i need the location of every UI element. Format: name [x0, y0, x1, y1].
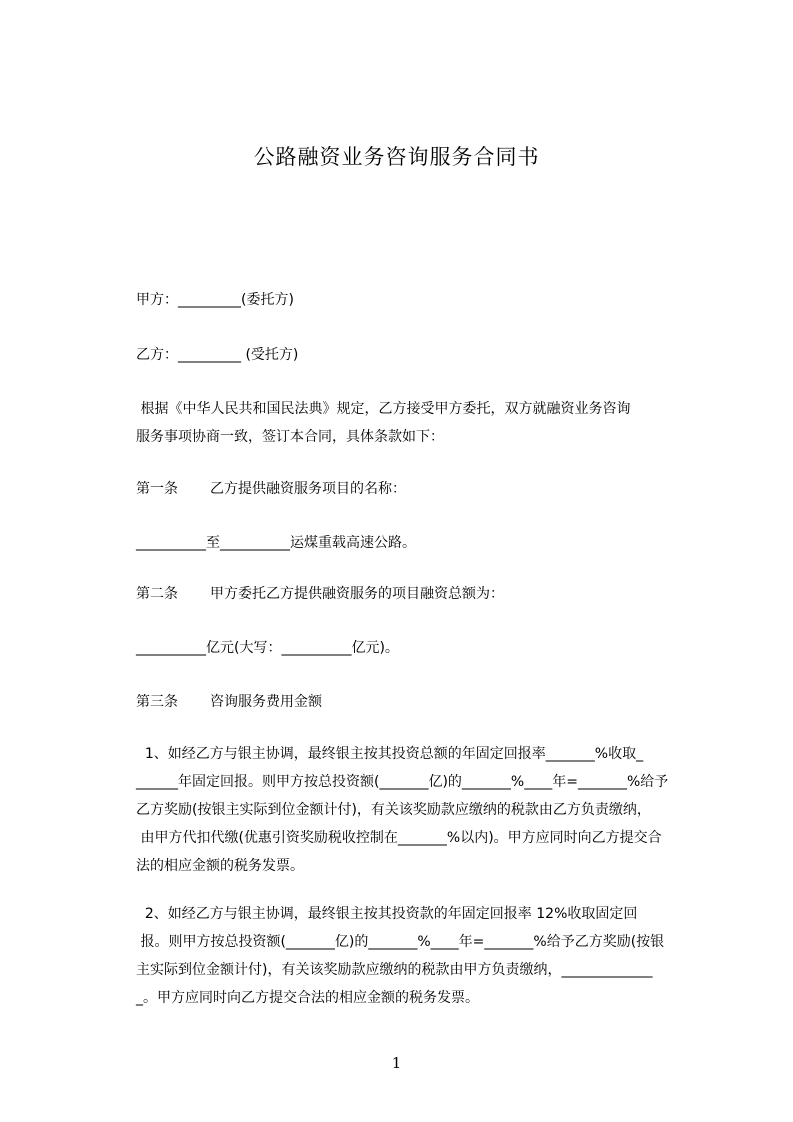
intro-line-1: 根据《中华人民共和国民法典》规定，乙方接受甲方委托，双方就融资业务咨询	[136, 401, 631, 417]
article-2-heading	[136, 583, 504, 605]
article-1-fill-line: __________至__________运煤重载高速公路。	[136, 535, 416, 551]
article-3-heading	[136, 691, 322, 713]
article-1-number: 第一条	[136, 481, 178, 497]
clause-1-line-2: ______年固定回报。则甲方按总投资额(_______亿)的_______%____年=_______%给予	[136, 774, 669, 790]
article-3-text: 咨询服务费用金额	[210, 694, 322, 710]
clause-1-line-1: 1、如经乙方与银主协调，最终银主按其投资总额的年固定回报率_______%收取_	[136, 746, 644, 762]
clause-1-paragraph	[136, 740, 702, 880]
clause-1-line-3: 乙方奖励(按银主实际到位金额计付)，有关该奖励款应缴纳的税款由乙方负责缴纳，	[136, 802, 651, 818]
article-2-number: 第二条	[136, 586, 178, 602]
clause-2-line-3: 主实际到位金额计付)，有关该奖励款应缴纳的税款由甲方负责缴纳，_____________	[136, 962, 653, 978]
page-number: 1	[391, 1054, 402, 1072]
document-title: 公路融资业务咨询服务合同书	[253, 145, 540, 169]
intro-paragraph	[136, 395, 702, 451]
clause-1-line-5: 法的相应金额的税务发票。	[136, 858, 304, 874]
article-2-fill-line: __________亿元(大写：__________亿元)。	[136, 640, 399, 656]
party-a-line: 甲方：_________(委托方)	[136, 292, 294, 308]
article-1-heading	[136, 478, 406, 500]
article-1-text: 乙方提供融资服务项目的名称：	[210, 481, 406, 497]
article-3-number: 第三条	[136, 694, 178, 710]
clause-2-line-2: 报。则甲方按总投资额(_______亿)的_______%____年=_______%给予乙方奖励(按银	[136, 934, 665, 950]
clause-2-line-4: _。甲方应同时向乙方提交合法的相应金额的税务发票。	[136, 990, 479, 1006]
clause-2-line-1: 2、如经乙方与银主协调，最终银主按其投资款的年固定回报率 12%收取固定回	[136, 906, 638, 922]
party-b-line: 乙方：_________ (受托方)	[136, 347, 299, 363]
article-2-text: 甲方委托乙方提供融资服务的项目融资总额为：	[210, 586, 504, 602]
clause-1-line-4: 由甲方代扣代缴(优惠引资奖励税收控制在_______%以内)。甲方应同时向乙方提交合	[136, 830, 662, 846]
intro-line-2: 服务事项协商一致，签订本合同，具体条款如下：	[136, 429, 444, 445]
clause-2-paragraph	[136, 900, 702, 1012]
